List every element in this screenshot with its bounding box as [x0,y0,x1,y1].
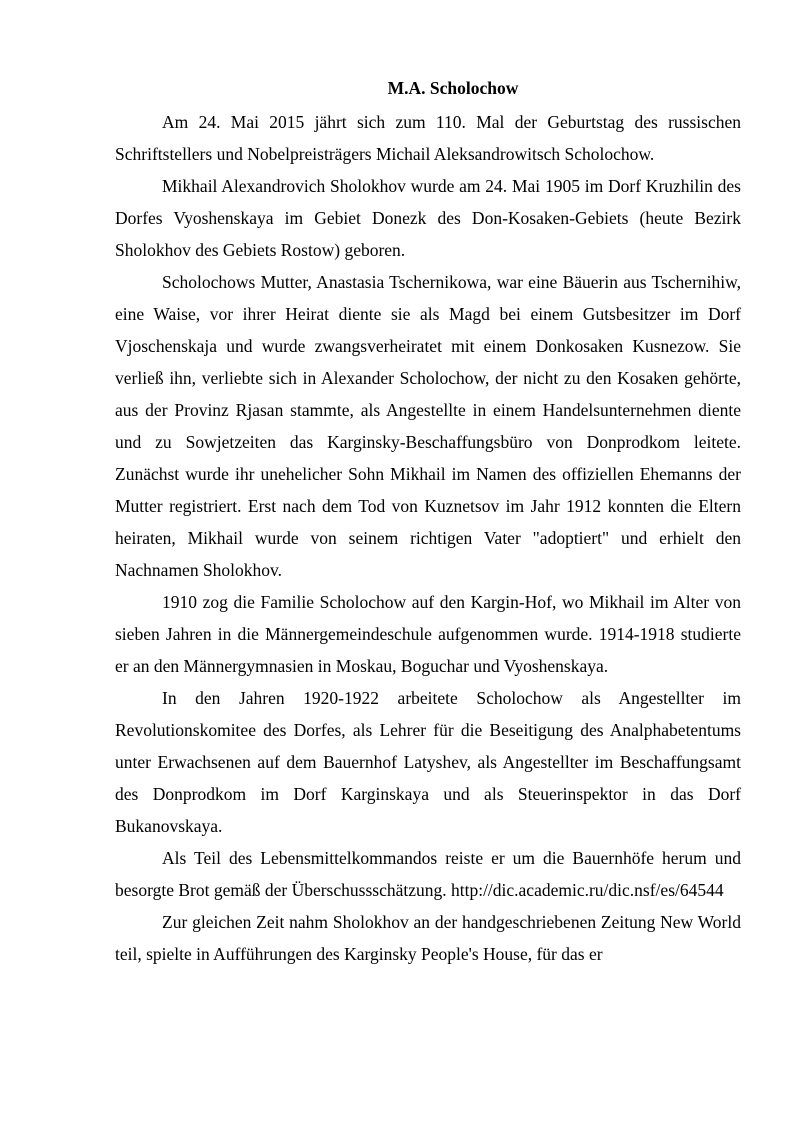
paragraph-4: 1910 zog die Familie Scholochow auf den Kargin-Hof, wo Mikhail im Alter von sieben Jahren in die Männergemeindeschule aufgenommen wurde. 1914-1918 studierte er an den Männergymnasien in Moskau, Boguchar und Vyoshenskaya. [115,592,741,676]
paragraph-2: Mikhail Alexandrovich Sholokhov wurde am 24. Mai 1905 im Dorf Kruzhilin des Dorfes Vyoshenskaya im Gebiet Donezk des Don-Kosaken-Gebiets (heute Bezirk Sholokhov des Gebiets Rostow) geboren. [115,176,741,260]
paragraph-6: Als Teil des Lebensmittelkommandos reiste er um die Bauernhöfe herum und besorgte Brot gemäß der Überschussschätzung. http://dic.academic.ru/dic.nsf/es/64544 [115,848,741,900]
paragraph-1: Am 24. Mai 2015 jährt sich zum 110. Mal der Geburtstag des russischen Schriftstellers und Nobelpreisträgers Michail Aleksandrowitsch Scholochow. [115,112,741,164]
document-title: M.A. Scholochow [387,78,519,98]
paragraph-7: Zur gleichen Zeit nahm Sholokhov an der handgeschriebenen Zeitung New World teil, spielte in Aufführungen des Karginsky People's House, für das er [115,912,741,964]
paragraph-3: Scholochows Mutter, Anastasia Tschernikowa, war eine Bäuerin aus Tschernihiw, eine Waise, vor ihrer Heirat diente sie als Magd bei einem Gutsbesitzer im Dorf Vjoschenskaja und wurde zwangsverheiratet mit einem Donkosaken Kusnezow. Sie verließ ihn, verliebte sich in Alexander Scholochow, der nicht zu den Kosaken gehörte, aus der Provinz Rjasan stammte, als Angestellte in einem Handelsunternehmen diente und zu Sowjetzeiten das Karginsky-Beschaffungsbüro von Donprodkom leitete. Zunächst wurde ihr unehelicher Sohn Mikhail im Namen des offiziellen Ehemanns der Mutter registriert. Erst nach dem Tod von Kuznetsov im Jahr 1912 konnten die Eltern heiraten, Mikhail wurde von seinem richtigen Vater "adoptiert" und erhielt den Nachnamen Sholokhov. [115,272,741,580]
paragraph-5: In den Jahren 1920-1922 arbeitete Scholochow als Angestellter im Revolutionskomitee des Dorfes, als Lehrer für die Beseitigung des Analphabetentums unter Erwachsenen auf dem Bauernhof Latyshev, als Angestellter im Beschaffungsamt des Donprodkom im Dorf Karginskaya und als Steuerinspektor in das Dorf Bukanovskaya. [115,688,741,836]
document-page [115,75,741,970]
